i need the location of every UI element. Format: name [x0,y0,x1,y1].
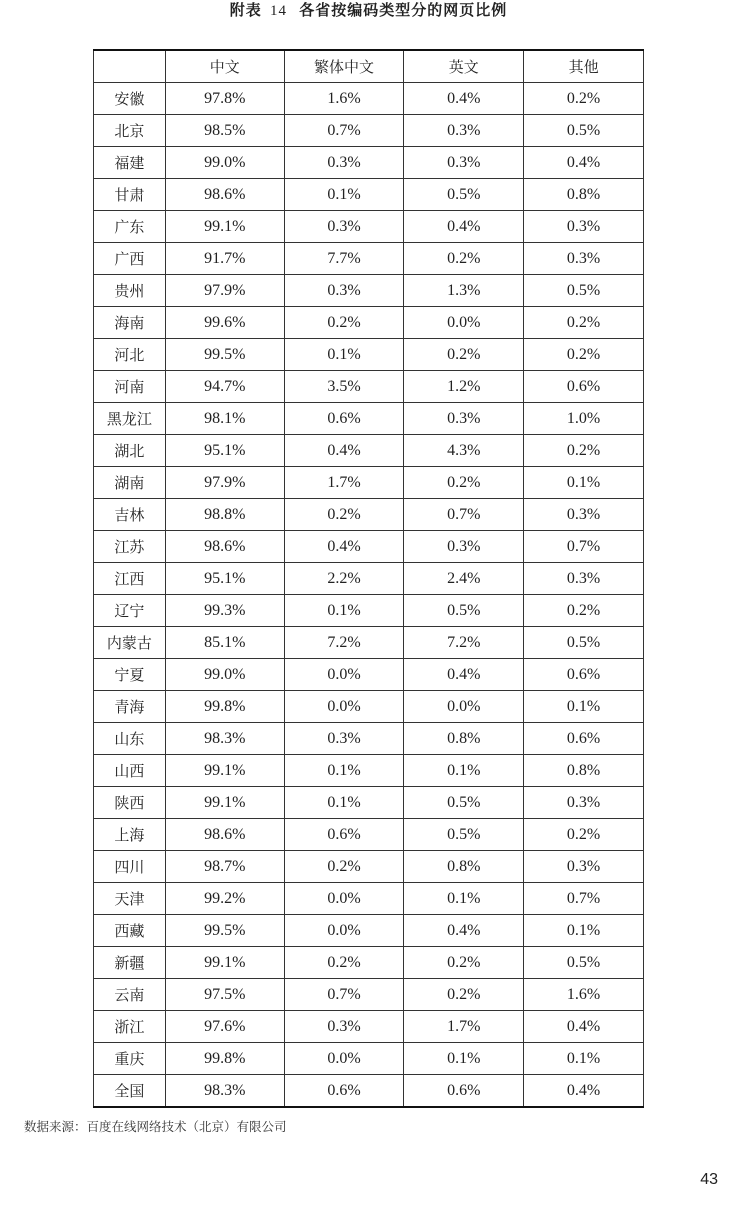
percent-cell: 3.5% [284,371,404,403]
percent-cell: 99.3% [165,595,284,627]
percent-cell: 97.5% [165,979,284,1011]
table-row [94,211,644,243]
percent-cell: 0.0% [284,883,404,915]
caption-prefix: 附表 [229,1,262,19]
table-row [94,403,644,435]
province-cell: 青海 [94,691,166,723]
percent-cell: 0.1% [404,883,524,915]
percent-cell: 97.9% [165,467,284,499]
province-cell: 浙江 [94,1011,166,1043]
province-cell: 甘肃 [94,179,166,211]
percent-cell: 0.5% [524,275,644,307]
percent-cell: 0.3% [524,563,644,595]
province-cell: 北京 [94,115,166,147]
percent-cell: 0.6% [524,723,644,755]
percent-cell: 95.1% [165,563,284,595]
page-number: 43 [700,1171,718,1188]
percent-cell: 0.2% [284,947,404,979]
percent-cell: 0.1% [524,691,644,723]
percent-cell: 98.6% [165,531,284,563]
province-cell: 全国 [94,1075,166,1108]
table-row [94,1075,644,1108]
percent-cell: 0.3% [404,531,524,563]
caption-title: 各省按编码类型分的网页比例 [299,1,508,19]
province-cell: 新疆 [94,947,166,979]
percent-cell: 98.6% [165,819,284,851]
table-row [94,563,644,595]
percent-cell: 99.5% [165,339,284,371]
percent-cell: 97.6% [165,1011,284,1043]
table-row [94,819,644,851]
percent-cell: 0.2% [404,339,524,371]
table-row [94,787,644,819]
percent-cell: 99.2% [165,883,284,915]
province-cell: 海南 [94,307,166,339]
percent-cell: 7.2% [404,627,524,659]
table-row [94,755,644,787]
percent-cell: 0.3% [404,147,524,179]
header-cell-corner [94,50,166,83]
percent-cell: 0.5% [404,595,524,627]
percent-cell: 0.0% [284,915,404,947]
percent-cell: 0.1% [524,915,644,947]
percent-cell: 0.2% [284,307,404,339]
table-row [94,467,644,499]
table-row [94,851,644,883]
percent-cell: 0.3% [524,243,644,275]
header-cell-chinese: 中文 [165,50,284,83]
percent-cell: 98.5% [165,115,284,147]
table-row [94,595,644,627]
percent-cell: 0.2% [524,339,644,371]
percent-cell: 0.2% [524,819,644,851]
table-row [94,979,644,1011]
table-body [94,83,644,1108]
province-cell: 西藏 [94,915,166,947]
table-row [94,1043,644,1075]
province-cell: 湖南 [94,467,166,499]
province-cell: 河北 [94,339,166,371]
percent-cell: 0.1% [284,595,404,627]
percent-cell: 1.7% [404,1011,524,1043]
province-cell: 贵州 [94,275,166,307]
table-row [94,947,644,979]
percent-cell: 0.1% [284,179,404,211]
province-cell: 辽宁 [94,595,166,627]
percent-cell: 0.4% [404,915,524,947]
percent-cell: 1.2% [404,371,524,403]
percent-cell: 0.0% [404,307,524,339]
percent-cell: 0.1% [284,339,404,371]
percent-cell: 0.8% [404,723,524,755]
province-cell: 陕西 [94,787,166,819]
percent-cell: 99.1% [165,755,284,787]
province-cell: 广东 [94,211,166,243]
percent-cell: 7.7% [284,243,404,275]
percent-cell: 0.3% [524,787,644,819]
percent-cell: 0.2% [524,307,644,339]
province-cell: 广西 [94,243,166,275]
percent-cell: 1.7% [284,467,404,499]
table-row [94,115,644,147]
table-row [94,435,644,467]
percent-cell: 2.4% [404,563,524,595]
percent-cell: 0.6% [284,403,404,435]
percent-cell: 1.3% [404,275,524,307]
percent-cell: 0.2% [524,595,644,627]
table-row [94,179,644,211]
percent-cell: 0.3% [404,403,524,435]
percent-cell: 1.6% [284,83,404,115]
percent-cell: 0.4% [404,211,524,243]
province-cell: 宁夏 [94,659,166,691]
table-row [94,723,644,755]
percent-cell: 0.3% [524,851,644,883]
province-cell: 福建 [94,147,166,179]
percent-cell: 0.3% [524,499,644,531]
percent-cell: 0.5% [404,819,524,851]
encoding-ratio-table [93,49,644,1108]
percent-cell: 0.8% [524,179,644,211]
percent-cell: 0.2% [404,467,524,499]
table-row [94,83,644,115]
percent-cell: 0.3% [524,211,644,243]
percent-cell: 0.6% [284,819,404,851]
percent-cell: 0.7% [524,883,644,915]
province-cell: 山西 [94,755,166,787]
percent-cell: 4.3% [404,435,524,467]
percent-cell: 99.5% [165,915,284,947]
header-cell-traditional-chinese: 繁体中文 [284,50,404,83]
percent-cell: 0.8% [524,755,644,787]
source-note: 数据来源：百度在线网络技术（北京）有限公司 [24,1119,287,1134]
province-cell: 内蒙古 [94,627,166,659]
table-row [94,1011,644,1043]
province-cell: 重庆 [94,1043,166,1075]
percent-cell: 0.3% [284,147,404,179]
province-cell: 吉林 [94,499,166,531]
percent-cell: 0.5% [404,179,524,211]
percent-cell: 0.0% [284,1043,404,1075]
table-caption [0,0,737,21]
percent-cell: 97.8% [165,83,284,115]
percent-cell: 0.4% [284,531,404,563]
percent-cell: 0.7% [524,531,644,563]
percent-cell: 0.0% [404,691,524,723]
percent-cell: 0.1% [284,755,404,787]
table-row [94,243,644,275]
percent-cell: 99.6% [165,307,284,339]
table-row [94,691,644,723]
table-row [94,915,644,947]
percent-cell: 0.2% [404,979,524,1011]
percent-cell: 0.1% [524,467,644,499]
percent-cell: 0.3% [284,275,404,307]
percent-cell: 0.4% [404,83,524,115]
percent-cell: 94.7% [165,371,284,403]
percent-cell: 99.1% [165,787,284,819]
percent-cell: 97.9% [165,275,284,307]
percent-cell: 0.2% [524,435,644,467]
percent-cell: 98.3% [165,723,284,755]
percent-cell: 98.3% [165,1075,284,1108]
percent-cell: 0.4% [524,1011,644,1043]
percent-cell: 0.5% [404,787,524,819]
percent-cell: 99.8% [165,691,284,723]
percent-cell: 0.4% [284,435,404,467]
table-row [94,307,644,339]
table-row [94,147,644,179]
percent-cell: 0.5% [524,115,644,147]
percent-cell: 0.2% [404,243,524,275]
percent-cell: 0.8% [404,851,524,883]
province-cell: 四川 [94,851,166,883]
percent-cell: 0.1% [284,787,404,819]
percent-cell: 99.1% [165,211,284,243]
percent-cell: 1.6% [524,979,644,1011]
percent-cell: 2.2% [284,563,404,595]
percent-cell: 0.2% [524,83,644,115]
province-cell: 安徽 [94,83,166,115]
province-cell: 河南 [94,371,166,403]
percent-cell: 1.0% [524,403,644,435]
percent-cell: 0.0% [284,659,404,691]
percent-cell: 0.4% [524,1075,644,1108]
percent-cell: 95.1% [165,435,284,467]
province-cell: 江西 [94,563,166,595]
percent-cell: 0.7% [284,115,404,147]
percent-cell: 99.0% [165,147,284,179]
percent-cell: 0.4% [524,147,644,179]
province-cell: 云南 [94,979,166,1011]
percent-cell: 0.0% [284,691,404,723]
percent-cell: 0.4% [404,659,524,691]
table-row [94,339,644,371]
percent-cell: 0.1% [524,1043,644,1075]
percent-cell: 7.2% [284,627,404,659]
percent-cell: 0.6% [404,1075,524,1108]
percent-cell: 99.0% [165,659,284,691]
percent-cell: 0.6% [524,371,644,403]
table-row [94,659,644,691]
province-cell: 天津 [94,883,166,915]
percent-cell: 0.5% [524,947,644,979]
percent-cell: 98.6% [165,179,284,211]
header-cell-other: 其他 [524,50,644,83]
table-row [94,499,644,531]
table-header-row [94,50,644,83]
percent-cell: 0.5% [524,627,644,659]
percent-cell: 98.1% [165,403,284,435]
percent-cell: 98.7% [165,851,284,883]
percent-cell: 0.2% [404,947,524,979]
table-row [94,371,644,403]
percent-cell: 0.3% [284,723,404,755]
percent-cell: 99.8% [165,1043,284,1075]
percent-cell: 85.1% [165,627,284,659]
caption-number: 14 [270,3,287,19]
percent-cell: 0.7% [284,979,404,1011]
table-row [94,531,644,563]
table-row [94,627,644,659]
percent-cell: 99.1% [165,947,284,979]
percent-cell: 0.6% [524,659,644,691]
percent-cell: 0.1% [404,1043,524,1075]
percent-cell: 0.3% [284,1011,404,1043]
table-row [94,883,644,915]
percent-cell: 98.8% [165,499,284,531]
province-cell: 江苏 [94,531,166,563]
percent-cell: 0.3% [404,115,524,147]
percent-cell: 0.3% [284,211,404,243]
percent-cell: 0.7% [404,499,524,531]
percent-cell: 91.7% [165,243,284,275]
percent-cell: 0.1% [404,755,524,787]
table-row [94,275,644,307]
percent-cell: 0.2% [284,499,404,531]
province-cell: 上海 [94,819,166,851]
province-cell: 湖北 [94,435,166,467]
header-cell-english: 英文 [404,50,524,83]
province-cell: 黑龙江 [94,403,166,435]
percent-cell: 0.6% [284,1075,404,1108]
province-cell: 山东 [94,723,166,755]
percent-cell: 0.2% [284,851,404,883]
